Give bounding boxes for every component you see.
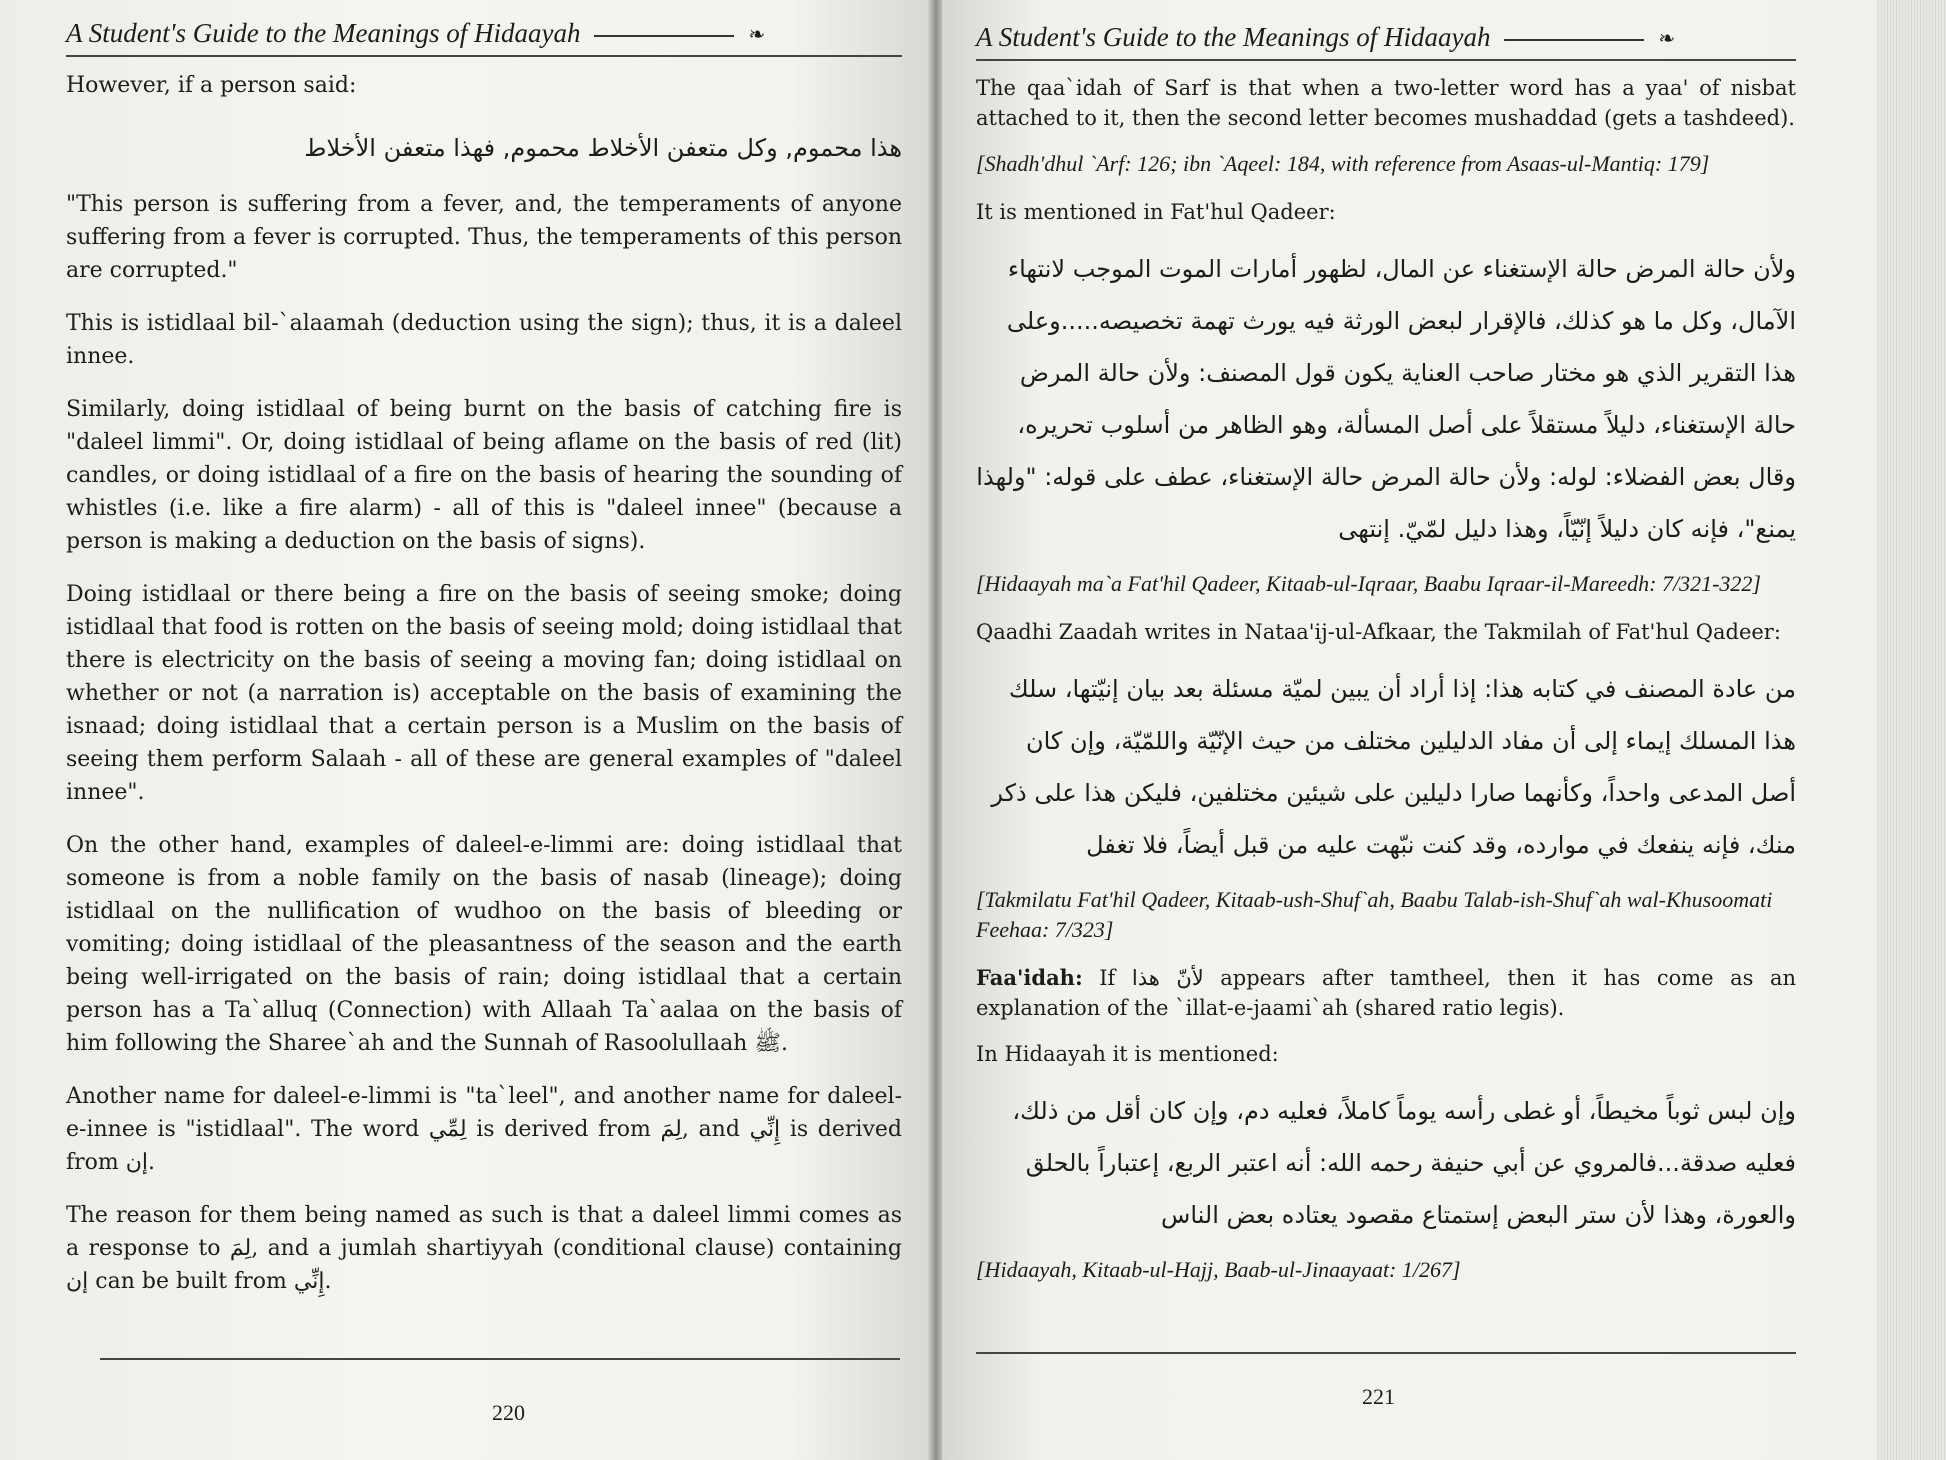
- paragraph: Similarly, doing istidlaal of being burnt on the basis of catching fire is "daleel limmi". Or, doing istidlaal of being aflame on the basis of red (lit) candles, or doing istidlaal of a fire on the basis of hearing the sounding of whistles (i.e. like a fire alarm) - all of this is "daleel innee" (because a person is making a deduction on the basis of signs).: [66, 397, 902, 554]
- running-header: [976, 22, 1796, 61]
- reference: [Shadh'dhul `Arf: 126; ibn `Aqeel: 184, with reference from Asaas-ul-Mantiq: 179]: [976, 151, 1710, 176]
- header-rule: [594, 35, 734, 37]
- paragraph: The reason for them being named as such is that a daleel limmi comes as a response to لِمَ, and a jumlah shartiyyah (conditional clause) containing إن can be built from إِنِّي.: [66, 1203, 902, 1294]
- intro-text: It is mentioned in Fat'hul Qadeer:: [976, 200, 1336, 224]
- faaidah-label: Faa'idah:: [976, 965, 1083, 990]
- running-header: [66, 18, 902, 57]
- paragraph: "This person is suffering from a fever, and, the temperaments of anyone suffering from a fever is corrupted. Thus, the temperaments of this person are corrupted.": [66, 192, 902, 283]
- page-edges: [1876, 0, 1946, 1460]
- arabic-quote: هذا محموم, وكل متعفن الأخلاط محموم, فهذا متعفن الأخلاط: [304, 134, 902, 162]
- faaidah-text: If لأنّ هذا appears after tamtheel, then it has come as an explanation of the `illat-e-jaami`ah (shared ratio legis).: [976, 966, 1796, 1020]
- reference: [Takmilatu Fat'hil Qadeer, Kitaab-ush-Shuf`ah, Baabu Talab-ish-Shuf`ah wal-Khusoomati Feehaa: 7/323]: [976, 887, 1773, 942]
- ornament-icon: ❧: [1658, 28, 1676, 50]
- right-page: [942, 0, 1946, 1460]
- header-title: A Student's Guide to the Meanings of Hidaayah: [66, 18, 581, 48]
- intro-text: However, if a person said:: [66, 73, 357, 98]
- page-number: 221: [1362, 1384, 1395, 1409]
- paragraph: Another name for daleel-e-limmi is "ta`leel", and another name for daleel-e-innee is "istidlaal". The word لِمِّي is derived from لِمَ, and إِنِّي is derived from إن.: [66, 1084, 902, 1175]
- ornament-icon: ❧: [748, 24, 766, 46]
- arabic-quote: ولأن حالة المرض حالة الإستغناء عن المال، لظهور أمارات الموت الموجب لانتهاء الآمال، وكل ما هو كذلك، فالإقرار لبعض الورثة فيه يورث تهمة تخصيصه.....وعلى هذا التقرير الذي هو مختار صاحب العناية يكون قول المصنف: ولأن حالة المرض حالة الإستغناء، دليلاً مستقلاً على أصل المسألة، وهو الظاهر من أسلوب تحريره، وقال بعض الفضلاء: لوله: ولأن حالة المرض حالة الإستغناء، عطف على قوله: "ولهذا يمنع"، فإنه كان دليلاً إنّيّاً، وهذا دليل لمّيّ. إنتهى: [976, 255, 1796, 543]
- page-number: 220: [492, 1400, 525, 1425]
- paragraph: On the other hand, examples of daleel-e-limmi are: doing istidlaal that someone is from a noble family on the basis of nasab (lineage); doing istidlaal on the nullification of wudhoo on the basis of bleeding or vomiting; doing istidlaal of the pleasantness of the season and the earth being well-irrigated on the basis of rain; doing istidlaal that a certain person has a Ta`alluq (Connection) with Allaah Ta`aalaa on the basis of him following the Sharee`ah and the Sunnah of Rasoolullaah ﷺ.: [66, 833, 902, 1056]
- paragraph: The qaa`idah of Sarf is that when a two-letter word has a yaa' of nisbat attached to it, then the second letter becomes mushaddad (gets a tashdeed).: [976, 76, 1796, 130]
- left-page: [0, 0, 930, 1460]
- footer-rule: [976, 1352, 1796, 1354]
- header-title: A Student's Guide to the Meanings of Hidaayah: [976, 22, 1491, 52]
- header-rule: [1504, 39, 1644, 41]
- footer-rule: [100, 1358, 900, 1360]
- arabic-quote: من عادة المصنف في كتابه هذا: إذا أراد أن يبين لميّة مسئلة بعد بيان إنيّتها، سلك هذا المسلك إيماء إلى أن مفاد الدليلين مختلف من حيث الإنّيّة واللمّيّة، وإن كان أصل المدعى واحداً، وكأنهما صارا دليلين على شيئين مختلفين، فليكن هذا على ذكر منك، فإنه ينفعك في موارده، وقد كنت نبّهت عليه من قبل أيضاً، فلا تغفل: [991, 675, 1796, 859]
- intro-text: Qaadhi Zaadah writes in Nataa'ij-ul-Afkaar, the Takmilah of Fat'hul Qadeer:: [976, 620, 1781, 644]
- reference: [Hidaayah, Kitaab-ul-Hajj, Baab-ul-Jinaayaat: 1/267]: [976, 1257, 1461, 1282]
- intro-text: In Hidaayah it is mentioned:: [976, 1042, 1279, 1066]
- paragraph: This is istidlaal bil-`alaamah (deduction using the sign); thus, it is a daleel innee.: [66, 311, 902, 369]
- paragraph: Doing istidlaal or there being a fire on the basis of seeing smoke; doing istidlaal that food is rotten on the basis of seeing mold; doing istidlaal that there is electricity on the basis of seeing a moving fan; doing istidlaal on whether or not (a narration is) acceptable on the basis of examining the isnaad; doing istidlaal that a certain person is a Muslim on the basis of seeing them perform Salaah - all of these are general examples of "daleel innee".: [66, 582, 902, 805]
- reference: [Hidaayah ma`a Fat'hil Qadeer, Kitaab-ul-Iqraar, Baabu Iqraar-il-Mareedh: 7/321-322]: [976, 571, 1761, 596]
- faaidah-note: [976, 963, 1796, 1023]
- arabic-quote: وإن لبس ثوباً مخيطاً، أو غطى رأسه يوماً كاملاً، فعليه دم، وإن كان أقل من ذلك، فعليه صدقة...فالمروي عن أبي حنيفة رحمه الله: أنه اعتبر الربع، إعتباراً بالحلق والعورة، وهذا لأن ستر البعض إستمتاع مقصود يعتاده بعض الناس: [1012, 1097, 1796, 1229]
